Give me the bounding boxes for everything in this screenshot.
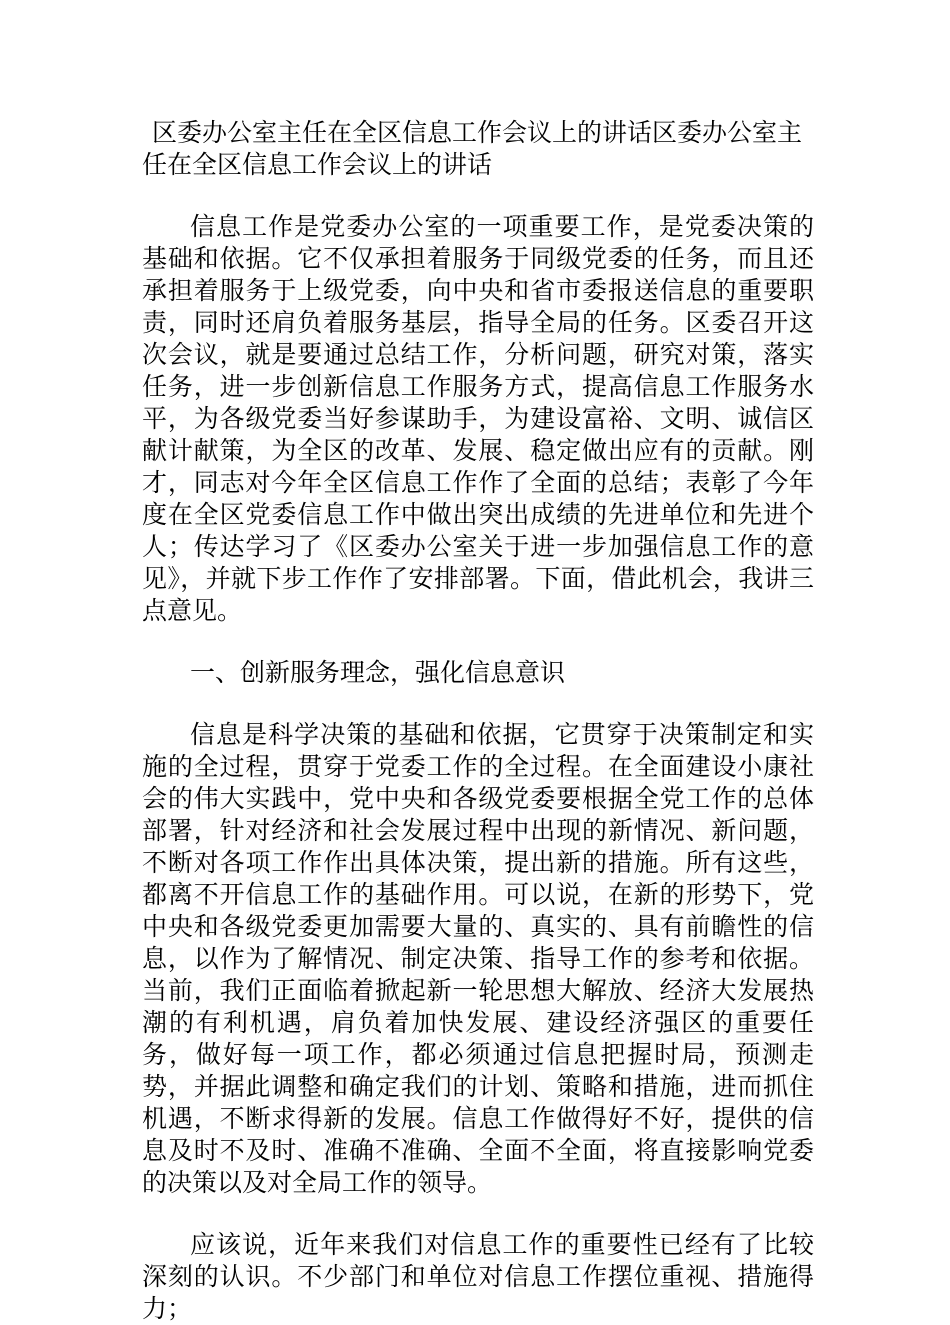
paragraph-intro: 信息工作是党委办公室的一项重要工作，是党委决策的基础和依据。它不仅承担着服务于同级党委的任务，而且还承担着服务于上级党委，向中央和省市委报送信息的重要职责，同时还肩负着服务基层，指导全局的任务。区委召开这次会议，就是要通过总结工作，分析问题，研究对策，落实任务，进一步创新信息工作服务方式，提高信息工作服务水平，为各级党委当好参谋助手，为建设富裕、文明、诚信区献计献策，为全区的改革、发展、稳定做出应有的贡献。刚才，同志对今年全区信息工作作了全面的总结；表彰了今年度在全区党委信息工作中做出突出成绩的先进单位和先进个人；传达学习了《区委办公室关于进一步加强信息工作的意见》，并就下步工作作了安排部署。下面，借此机会，我讲三点意见。 xyxy=(142,212,814,625)
paragraph-continued: 应该说，近年来我们对信息工作的重要性已经有了比较深刻的认识。不少部门和单位对信息工作摆位重视、措施得力； xyxy=(142,1230,814,1323)
spacer xyxy=(142,627,814,657)
document-title: 区委办公室主任在全区信息工作会议上的讲话区委办公室主任在全区信息工作会议上的讲话 xyxy=(142,118,803,179)
section-heading-1: 一、创新服务理念，强化信息意识 xyxy=(190,658,566,687)
paragraph-section-1: 信息是科学决策的基础和依据，它贯穿于决策制定和实施的全过程，贯穿于党委工作的全过程。在全面建设小康社会的伟大实践中，党中央和各级党委要根据全党工作的总体部署，针对经济和社会发展过程中出现的新情况、新问题，不断对各项工作作出具体决策，提出新的措施。所有这些，都离不开信息工作的基础作用。可以说，在新的形势下，党中央和各级党委更加需要大量的、真实的、具有前瞻性的信息，以作为了解情况、制定决策、指导工作的参考和依据。当前，我们正面临着掀起新一轮思想大解放、经济大发展热潮的有利机遇，肩负着加快发展、建设经济强区的重要任务，做好每一项工作，都必须通过信息把握时局，预测走势，并据此调整和确定我们的计划、策略和措施，进而抓住机遇，不断求得新的发展。信息工作做得好不好，提供的信息及时不及时、准确不准确、全面不全面，将直接影响党委的决策以及对全局工作的领导。 xyxy=(142,720,814,1197)
spacer xyxy=(142,1199,814,1229)
spacer xyxy=(142,689,814,719)
spacer xyxy=(142,181,814,211)
document-body xyxy=(142,117,814,1325)
